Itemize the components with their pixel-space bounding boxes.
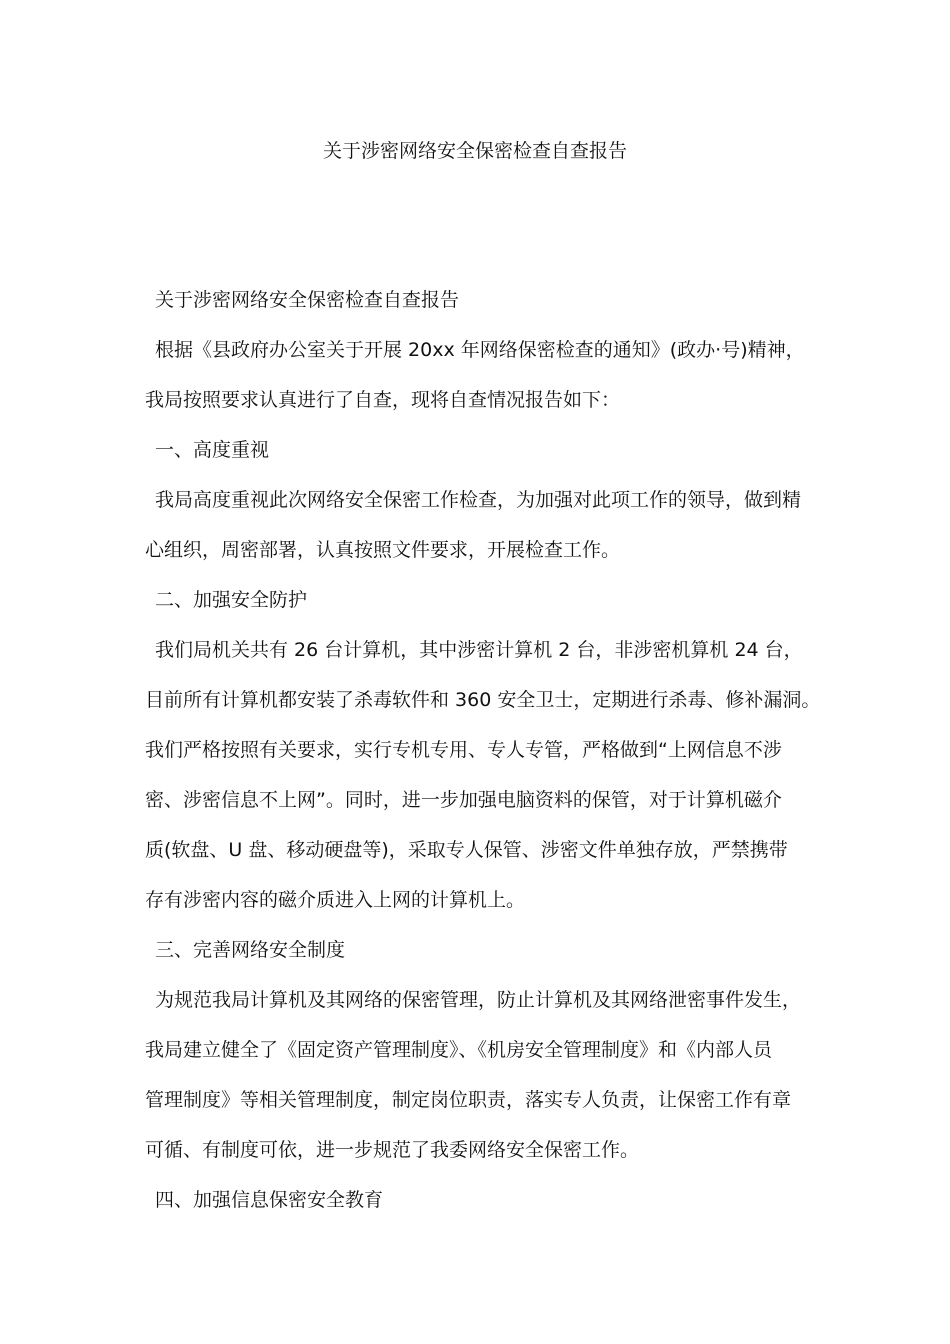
body-line: 根据《县政府办公室关于开展 20xx 年网络保密检查的通知》(政办‧号)精神， — [155, 339, 805, 361]
document-title: 关于涉密网络安全保密检查自查报告 — [322, 140, 627, 162]
section-heading: 一、高度重视 — [155, 439, 270, 461]
body-line: 为规范我局计算机及其网络的保密管理，防止计算机及其网络泄密事件发生， — [155, 989, 802, 1011]
body-line: 质(软盘、U 盘、移动硬盘等)，采取专人保管、涉密文件单独存放，严禁携带 — [145, 839, 788, 861]
document-body — [145, 285, 825, 1235]
body-line: 我们局机关共有 26 台计算机，其中涉密计算机 2 台，非涉密机算机 24 台， — [155, 639, 803, 661]
body-line: 密、涉密信息不上网”。同时，进一步加强电脑资料的保管，对于计算机磁介 — [145, 789, 782, 811]
body-line: 我局按照要求认真进行了自查，现将自查情况报告如下： — [145, 389, 621, 411]
body-line: 我局高度重视此次网络安全保密工作检查，为加强对此项工作的领导，做到精 — [155, 489, 802, 511]
body-line: 心组织，周密部署，认真按照文件要求，开展检查工作。 — [145, 539, 621, 561]
body-line: 存有涉密内容的磁介质进入上网的计算机上。 — [145, 889, 526, 911]
body-line: 我们严格按照有关要求，实行专机专用、专人专管，严格做到“上网信息不涉 — [145, 739, 782, 761]
section-heading: 四、加强信息保密安全教育 — [155, 1189, 384, 1211]
section-heading: 三、完善网络安全制度 — [155, 939, 346, 961]
body-line: 目前所有计算机都安装了杀毒软件和 360 安全卫士，定期进行杀毒、修补漏洞。 — [145, 689, 821, 711]
body-line: 可循、有制度可依，进一步规范了我委网络安全保密工作。 — [145, 1139, 640, 1161]
body-line: 我局建立健全了《固定资产管理制度》、《机房安全管理制度》和《内部人员 — [145, 1039, 773, 1061]
body-heading: 关于涉密网络安全保密检查自查报告 — [155, 289, 460, 311]
body-line: 管理制度》等相关管理制度，制定岗位职责，落实专人负责，让保密工作有章 — [145, 1089, 792, 1111]
section-heading: 二、加强安全防护 — [155, 589, 308, 611]
